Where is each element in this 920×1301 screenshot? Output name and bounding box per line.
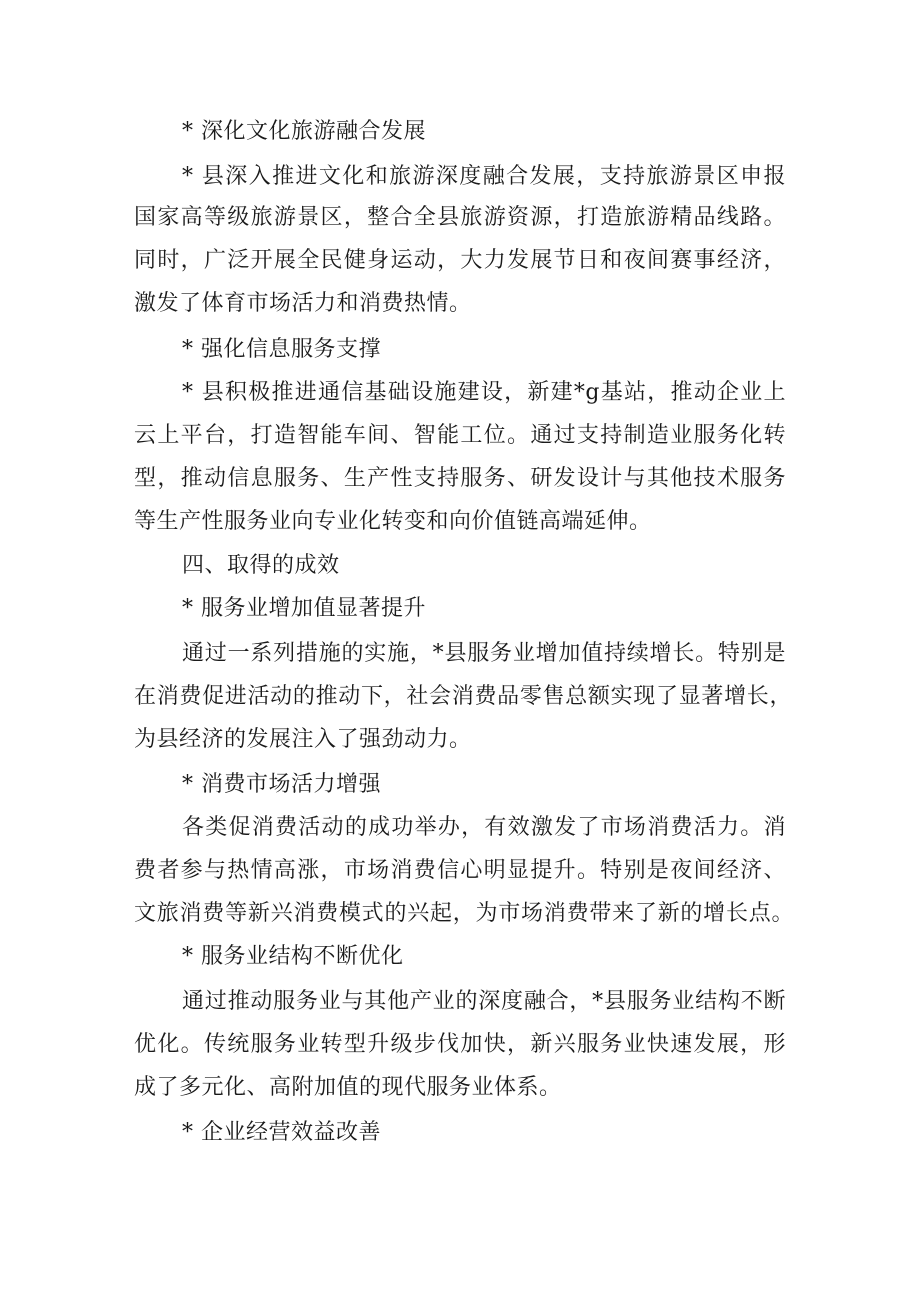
- paragraph-line: 费者参与热情高涨，市场消费信心明显提升。特别是夜间经济、: [134, 858, 786, 883]
- paragraph-line: * 县深入推进文化和旅游深度融合发展，支持旅游景区申报: [182, 164, 786, 189]
- paragraph-line: * 县积极推进通信基础设施建设，新建*g基站，推动企业上: [182, 380, 786, 405]
- paragraph-line: 在消费促进活动的推动下，社会消费品零售总额实现了显著增长，: [134, 684, 792, 709]
- heading-culture-tourism: * 深化文化旅游融合发展: [182, 119, 426, 144]
- paragraph-line: 云上平台，打造智能车间、智能工位。通过支持制造业服务化转: [134, 423, 786, 448]
- paragraph-line: 为县经济的发展注入了强劲动力。: [134, 727, 472, 752]
- heading-structure: * 服务业结构不断优化: [182, 944, 404, 969]
- paragraph-line: 型，推动信息服务、生产性支持服务、研发设计与其他技术服务: [134, 466, 786, 491]
- paragraph-line: 各类促消费活动的成功举办，有效激发了市场消费活力。消: [182, 815, 786, 840]
- heading-enterprise-efficiency: * 企业经营效益改善: [182, 1120, 381, 1145]
- paragraph-line: 同时，广泛开展全民健身运动，大力发展节日和夜间赛事经济，: [134, 248, 786, 273]
- paragraph-line: 成了多元化、高附加值的现代服务业体系。: [134, 1075, 562, 1100]
- paragraph-line: 激发了体育市场活力和消费热情。: [134, 291, 472, 316]
- paragraph-line: 国家高等级旅游景区，整合全县旅游资源，打造旅游精品线路。: [134, 205, 786, 230]
- paragraph-line: 文旅消费等新兴消费模式的兴起，为市场消费带来了新的增长点。: [134, 901, 794, 926]
- paragraph-line: 通过一系列措施的实施，*县服务业增加值持续增长。特别是: [182, 641, 786, 666]
- paragraph-line: 优化。传统服务业转型升级步伐加快，新兴服务业快速发展，形: [134, 1032, 786, 1057]
- paragraph-line: 通过推动服务业与其他产业的深度融合，*县服务业结构不断: [182, 989, 786, 1014]
- paragraph-line: 等生产性服务业向专业化转变和向价值链高端延伸。: [134, 509, 652, 534]
- section-heading-results: 四、取得的成效: [182, 553, 340, 578]
- heading-market-vitality: * 消费市场活力增强: [182, 772, 381, 797]
- heading-added-value: * 服务业增加值显著提升: [182, 596, 426, 621]
- heading-info-services: * 强化信息服务支撑: [182, 337, 381, 362]
